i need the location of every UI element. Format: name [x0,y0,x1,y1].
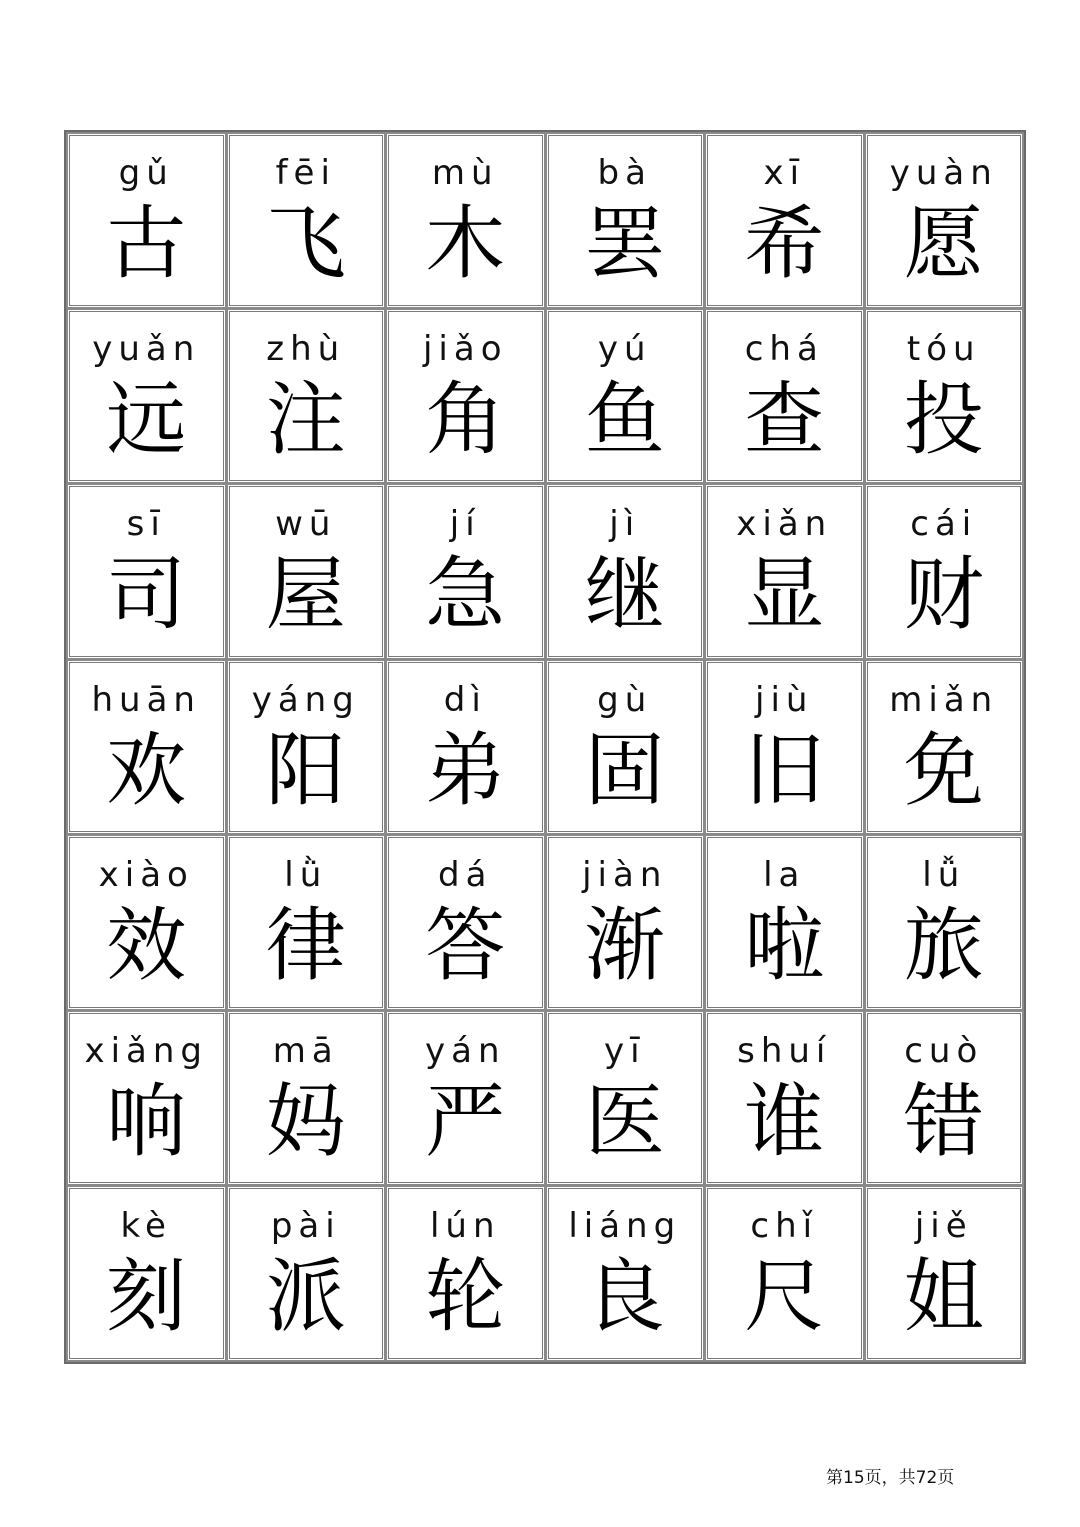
hanzi-character: 轮 [425,1250,506,1344]
character-card [866,310,1023,483]
pinyin-label: jiě [914,1206,973,1247]
hanzi-character: 妈 [265,1074,346,1168]
pinyin-label: fēi [275,153,336,193]
character-card [228,836,385,1009]
character-card [706,836,863,1009]
character-card [866,661,1023,834]
pinyin-label: lún [429,1206,501,1247]
pinyin-label: wū [275,504,337,545]
character-card [706,134,863,307]
pinyin-label: zhù [266,328,346,369]
character-card [68,661,225,834]
character-card [387,485,544,658]
character-card [547,1187,704,1360]
pinyin-label: miǎn [889,679,999,720]
hanzi-character: 渐 [584,899,665,993]
pinyin-label: xī [763,153,806,193]
pinyin-label: liáng [568,1206,682,1247]
pinyin-label: jì [609,504,641,545]
hanzi-character: 希 [744,197,825,290]
character-card [866,836,1023,1009]
hanzi-character: 固 [584,723,665,817]
pinyin-label: lǚ [922,855,966,896]
character-card [866,1012,1023,1185]
character-card [706,1012,863,1185]
character-card [228,134,385,307]
character-card [68,836,225,1009]
pinyin-label: cái [910,504,978,545]
pinyin-label: yuǎn [92,328,201,369]
hanzi-character: 答 [425,899,506,993]
hanzi-character: 木 [425,197,506,290]
character-card [866,1187,1023,1360]
pinyin-label: la [763,855,806,896]
hanzi-character: 弟 [425,723,506,817]
character-card [387,661,544,834]
hanzi-character: 阳 [265,723,346,817]
character-card [68,134,225,307]
pinyin-label: yán [424,1030,506,1071]
character-card [228,485,385,658]
character-card [228,661,385,834]
page-number-footer: 第15页，共72页 [826,1468,955,1488]
pinyin-label: tóu [906,328,981,369]
pinyin-label: chá [744,328,824,369]
hanzi-character: 屋 [265,548,346,642]
hanzi-character: 尺 [744,1250,825,1344]
hanzi-character: 旅 [903,899,984,993]
hanzi-character: 显 [744,548,825,642]
hanzi-character: 司 [106,548,187,642]
hanzi-character: 古 [106,197,187,290]
hanzi-character: 投 [903,372,984,466]
character-card [547,485,704,658]
pinyin-label: bà [597,153,652,193]
character-card [547,134,704,307]
character-card-grid [64,130,1026,1364]
character-card [228,310,385,483]
pinyin-label: xiào [98,855,194,896]
character-card [547,310,704,483]
pinyin-label: yī [603,1030,646,1071]
hanzi-character: 查 [744,372,825,466]
pinyin-label: chǐ [750,1206,819,1247]
hanzi-character: 欢 [106,723,187,817]
hanzi-character: 姐 [903,1250,984,1344]
character-card [387,1187,544,1360]
character-card [547,1012,704,1185]
pinyin-label: yuàn [889,153,998,193]
hanzi-character: 罢 [584,197,665,290]
character-card [228,1187,385,1360]
pinyin-label: dá [438,855,493,896]
character-card [706,1187,863,1360]
pinyin-label: gù [597,679,653,720]
hanzi-character: 谁 [744,1074,825,1168]
character-card [547,661,704,834]
hanzi-character: 愿 [903,197,984,290]
hanzi-character: 响 [106,1074,187,1168]
pinyin-label: jiǎo [422,328,508,369]
pinyin-label: mù [431,153,499,193]
character-card [68,1012,225,1185]
pinyin-label: jiàn [582,855,668,896]
character-card [387,1012,544,1185]
pinyin-label: yáng [251,679,360,720]
character-card [866,134,1023,307]
pinyin-label: shuí [737,1030,832,1071]
character-card [228,1012,385,1185]
pinyin-label: huān [91,679,201,720]
pinyin-label: sī [126,504,166,545]
hanzi-character: 旧 [744,723,825,817]
hanzi-character: 财 [903,548,984,642]
hanzi-character: 注 [265,372,346,466]
pinyin-label: lǜ [284,855,328,896]
character-card [866,485,1023,658]
hanzi-character: 派 [265,1250,346,1344]
pinyin-label: cuò [904,1030,984,1071]
pinyin-label: pài [270,1206,341,1247]
pinyin-label: gǔ [118,153,174,193]
pinyin-label: jiù [755,679,814,720]
hanzi-character: 严 [425,1074,506,1168]
pinyin-label: jí [449,504,481,545]
character-card [387,836,544,1009]
hanzi-character: 律 [265,899,346,993]
character-card [706,310,863,483]
character-card [706,661,863,834]
hanzi-character: 啦 [744,899,825,993]
hanzi-character: 急 [425,548,506,642]
character-card [706,485,863,658]
hanzi-character: 角 [425,372,506,466]
hanzi-character: 良 [584,1250,665,1344]
pinyin-label: xiǎn [736,504,833,545]
hanzi-character: 错 [903,1074,984,1168]
character-card [547,836,704,1009]
pinyin-label: xiǎng [84,1030,209,1071]
hanzi-character: 继 [584,548,665,642]
pinyin-label: kè [120,1206,172,1247]
pinyin-label: yú [597,328,652,369]
hanzi-character: 远 [106,372,187,466]
pinyin-label: dì [443,679,487,720]
character-card [68,485,225,658]
hanzi-character: 飞 [265,197,346,290]
hanzi-character: 鱼 [584,372,665,466]
hanzi-character: 免 [903,723,984,817]
character-card [387,134,544,307]
hanzi-character: 刻 [106,1250,187,1344]
character-card [387,310,544,483]
hanzi-character: 效 [106,899,187,993]
hanzi-character: 医 [584,1074,665,1168]
character-card [68,1187,225,1360]
pinyin-label: mā [272,1030,339,1071]
character-card [68,310,225,483]
